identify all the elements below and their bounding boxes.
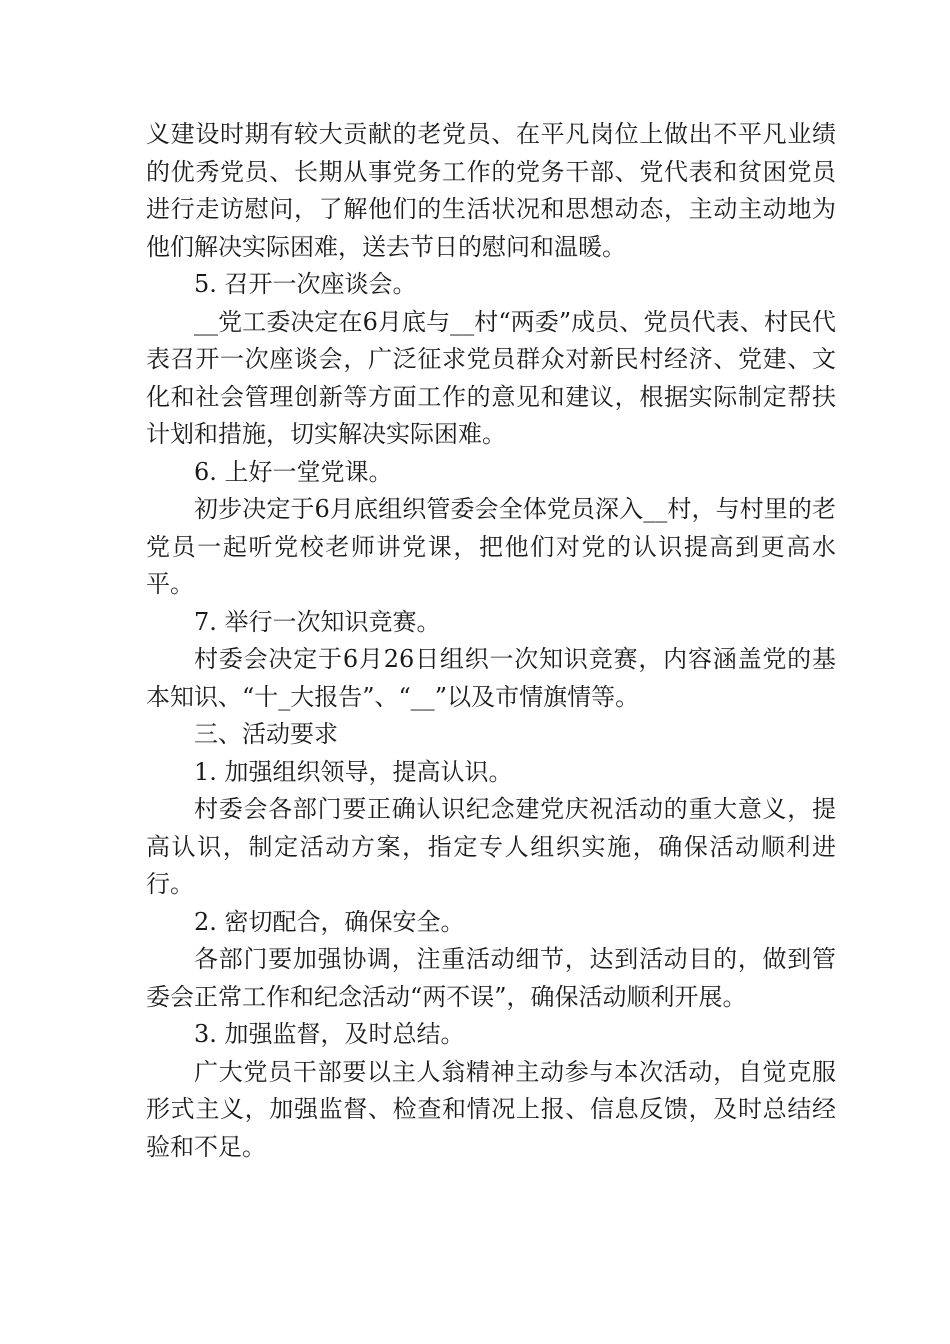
paragraph-item-6: 初步决定于6月底组织管委会全体党员深入__村，与村里的老党员一起听党校老师讲党课，把他们对党的认识提高到更高水平。	[146, 495, 836, 598]
item-heading-7: 7. 举行一次知识竞赛。	[194, 607, 441, 636]
requirement-heading-3: 3. 加强监督，及时总结。	[194, 1020, 465, 1048]
paragraph-item-5: __党工委决定在6月底与__村“两委”成员、党员代表、村民代表召开一次座谈会，广泛征求党员群众对新民村经济、党建、文化和社会管理创新等方面工作的意见和建议，根据实际制定帮扶计划和措施，切实解决实际困难。	[146, 307, 836, 448]
requirement-heading-2: 2. 密切配合，确保安全。	[194, 907, 465, 936]
item-heading-6: 6. 上好一堂党课。	[194, 457, 393, 486]
paragraph-requirement-3: 广大党员干部要以主人翁精神主动参与本次活动，自觉克服形式主义，加强监督、检查和情况上报、信息反馈，及时总结经验和不足。	[146, 1057, 836, 1161]
requirement-heading-1: 1. 加强组织领导，提高认识。	[194, 757, 513, 786]
paragraph-continued: 义建设时期有较大贡献的老党员、在平凡岗位上做出不平凡业绩的优秀党员、长期从事党务工作的党务干部、党代表和贫困党员进行走访慰问，了解他们的生活状况和思想动态，主动主动地为他们解决实际困难，送去节日的慰问和温暖。	[146, 120, 836, 261]
paragraph-requirement-2: 各部门要加强协调，注重活动细节，达到活动目的，做到管委会正常工作和纪念活动“两不误”，确保活动顺利开展。	[146, 945, 836, 1011]
paragraph-item-7: 村委会决定于6月26日组织一次知识竞赛，内容涵盖党的基本知识、“十_大报告”、“__”以及市情旗情等。	[146, 645, 836, 711]
section-heading-3: 三、活动要求	[194, 720, 338, 748]
paragraph-requirement-1: 村委会各部门要正确认识纪念建党庆祝活动的重大意义，提高认识，制定活动方案，指定专人组织实施，确保活动顺利进行。	[146, 795, 836, 898]
document-body	[146, 116, 836, 1166]
item-heading-5: 5. 召开一次座谈会。	[194, 270, 417, 298]
